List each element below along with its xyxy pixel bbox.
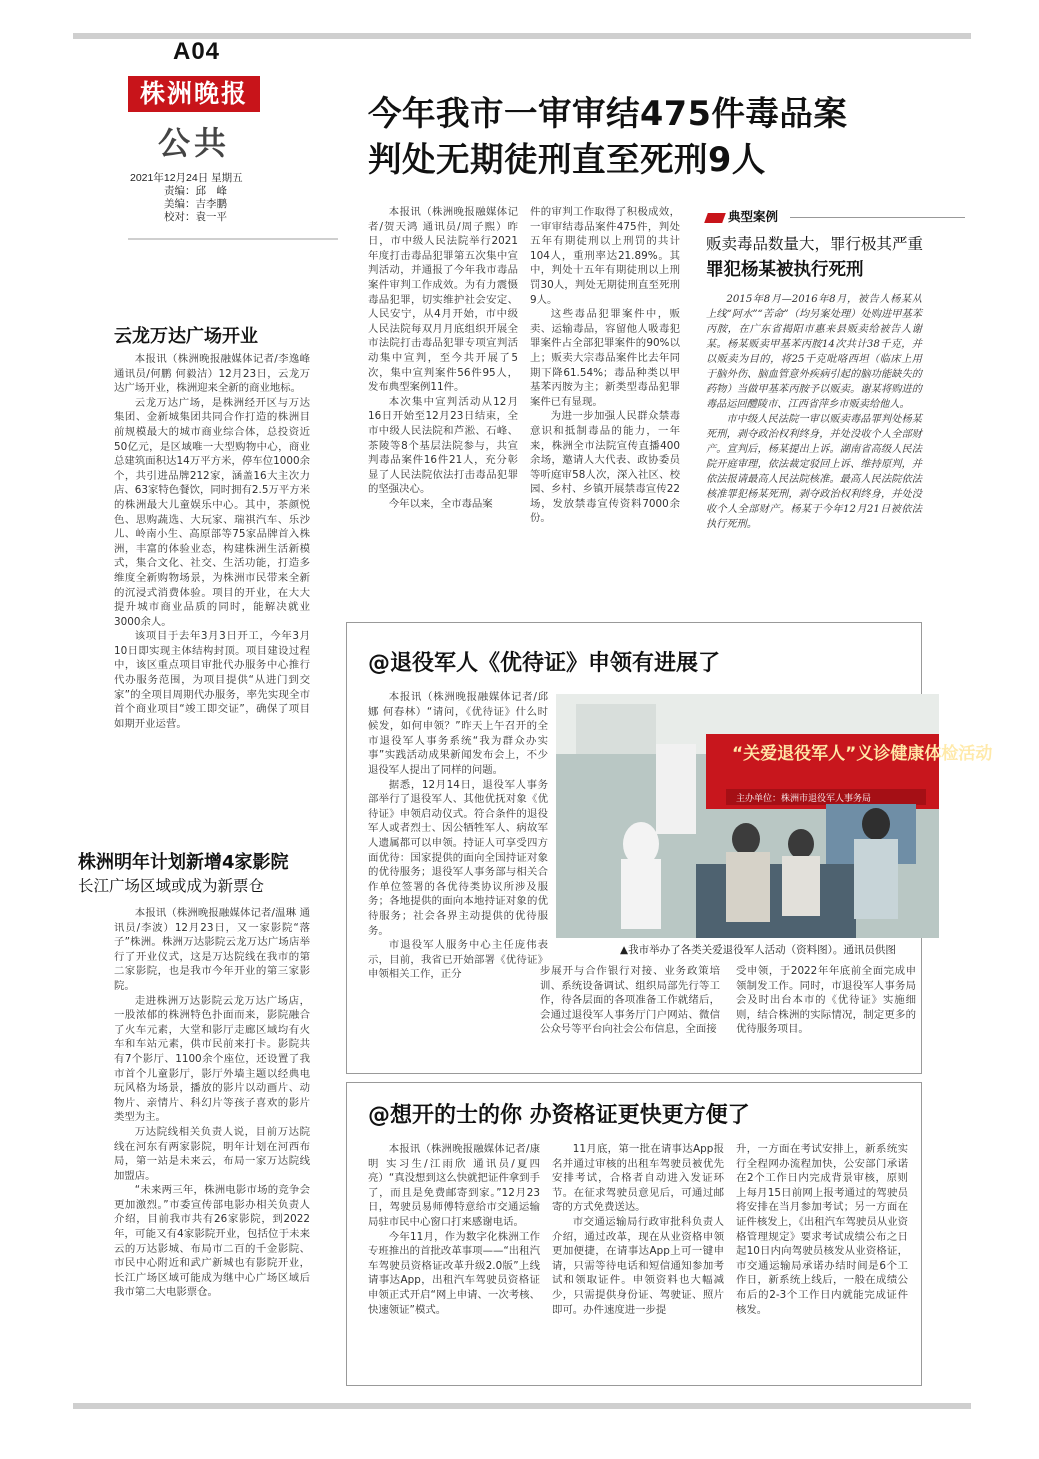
case-title: 罪犯杨某被执行死刑 (706, 260, 864, 280)
designer-credit: 美编：吉李鹏 (164, 198, 227, 210)
veterans-column-3: 受申领，于2022年年底前全面完成申领制发工作。同时，市退役军人事务局会及时出台本市的《优待证》实施细则，结合株洲的实际情况，制定更多的优待服务项目。 (736, 965, 916, 1036)
taxi-column-3: 升，一方面在考试安排上，新系统实行全程网办流程加快，公安部门承诺在2个工作日内完成背景审核，原则上每月15日前网上报考通过的驾驶员将安排在当月参加考试；另一方面在证件核发上，《出租汽车驾驶员从业资格管理规定》要求考试成绩公布之日起10日内向驾驶员核发从业资格证，市交通运输局承诺办结时间是6个工作日，新系统上线后，一般在成绩公布后的2-3个工作日内就能完成证件核发。 (736, 1143, 908, 1316)
photo-subbanner: 主办单位：株洲市退役军人事务局 (736, 794, 872, 804)
wanda-headline: 云龙万达广场开业 (114, 326, 258, 347)
taxi-headline: @想开的士的你 办资格证更快更方便了 (368, 1103, 750, 1128)
veterans-column-1: 本报讯（株洲晚报融媒体记者/邱娜 何春林）“请问，《优待证》什么时候发，如何申领？”昨天上午召开的全市退役军人事务系统“我为群众办实事”实践活动成果新闻发布会上，不少退役军人提出了同样的问题。 据悉，12月14日，退役军人事务部举行了退役军人、其他优抚对象《优待证》申领启动仪式。符合条件的退役军人或者烈士、因公牺牲军人、病故军人遗属都可以申领。持证人可享受四方面优待：国家提供的面向全国持证对象的优待服务；退役军人事务部与相关合作单位签署的各优待类协议所涉及服务；各地提供的面向本地持证对象的优待服务；社会各界主动提供的优待服务。 市退役军人服务中心主任庞伟表示，目前，我省已开始部署《优待证》申领相关工作，正分 (368, 691, 548, 981)
editor-credit: 责编：邱 峰 (164, 185, 227, 197)
case-subtitle: 贩卖毒品数量大，罪行极其严重 (706, 235, 924, 253)
cinema-body: 本报讯（株洲晚报融媒体记者/温琳 通讯员/李波）12月23日，又一家影院“落子”株洲。株洲万达影院云龙万达广场店举行了开业仪式，这是万达院线在我市的第二家影院，也是我市今年开业的第三家影院。 走进株洲万达影院云龙万达广场店，一股浓郁的株洲特色扑面而来，影院融合了火车元素，大堂和影厅走廊区域均有火车和车站元素，供市民前来打卡。影院共有7个影厅、1100余个座位，还设置了我市首个儿童影厅，影厅外墙主题以经典电玩风格为场景，播放的影片以动画片、动物片、亲情片、科幻片等孩子喜欢的影片类型为主。 万达院线相关负责人说，目前万达院线在河东有两家影院，明年计划在河西布局，第一站是未来云，布局一家万达院线加盟店。 “未来两三年，株洲电影市场的竞争会更加激烈。”市委宣传部电影办相关负责人介绍，目前我市共有26家影院，到2022年，可能又有4家影院开业，包括位于未来云的万达影城、布局市二百的千金影院、市民中心附近和武广新城也有影院开业，长江广场区域可能成为继中心广场区域后我市第二大电影票仓。 (114, 907, 310, 1299)
photo-scene (556, 694, 939, 938)
photo-banner: “关爱退役军人”义诊健康体检活动 (732, 744, 993, 764)
lead-column-1: 本报讯（株洲晚报融媒体记者/贺天鸿 通讯员/周子熙）昨日，市中级人民法院举行2021年度打击毒品犯罪第五次集中宣判活动，并通报了今年我市毒品案件审判工作成效。为有力震慑毒品犯罪，切实维护社会安定、人民安宁，从4月开始，市中级人民法院每双月月底组织开展全市法院打击毒品犯罪专项宣判活动集中宣判，至今共开展了5次，集中宣判案件56件95人，发布典型案例11件。 本次集中宣判活动从12月16日开始至12月23日结束，全市中级人民法院和芦淞、石峰、茶陵等8个基层法院参与，共宣判毒品案件16件21人，充分彰显了人民法院依法打击毒品犯罪的坚强决心。 今年以来，全市毒品案 (368, 206, 518, 510)
pen-icon (704, 213, 726, 223)
wanda-body: 本报讯（株洲晚报融媒体记者/李逸峰 通讯员/何鹏 何毅洁）12月23日，云龙万达广场开业，株洲迎来全新的商业地标。 云龙万达广场，是株洲经开区与万达集团、金新城集团共同合作打造的株洲目前规模最大的城市商业综合体，总投资近50亿元，是区域唯一大型购物中心，商业总建筑面积达14万平方米，停车位1000余个，共引进品牌212家，涵盖16大主次力店、63家特色餐饮，同时拥有2.5万平方米的株洲最大儿童娱乐中心。其中，茶颜悦色、思购蔬选、大玩家、瑞祺汽车、乐沙儿、岭南小生、高原部等75家品牌首入株洲，丰富的体验业态，构建株洲生活新模式，集合文化、社交、生活功能，打造多维度全新购物场景，为株洲市民带来全新的沉浸式消费体验。项目的开业，在大大提升城市商业品质的同时，能解决就业3000余人。 该项目于去年3月3日开工，今年3月10日即实现主体结构封顶。项目建设过程中，该区重点项目审批代办服务中心推行代办服务范围，为项目提供“从进门到交家”的全项目周期代办服务，率先实现全市首个商业项目“竣工即交证”，确保了项目如期开业运营。 (114, 353, 310, 730)
proofreader-credit: 校对：袁一平 (164, 211, 227, 223)
issue-date: 2021年12月24日 星期五 (130, 172, 243, 184)
taxi-column-1: 本报讯（株洲晚报融媒体记者/康明 实习生/江雨欣 通讯员/夏四亮）“真没想到这么快就把证件拿到手了，而且是免费邮寄到家。”12月23日，驾驶员易师傅特意给市交通运输局驻市民中心窗口打来感谢电话。 今年11月，作为数字化株洲工作专班推出的首批改革事项——“出租汽车驾驶员资格证改革升级2.0版”上线请事达App，出租汽车驾驶员资格证申领正式开启“网上申请、一次考核、快速领证”模式。 (368, 1143, 540, 1316)
lead-column-2: 件的审判工作取得了积极成效，一审审结毒品案件475件，判处五年有期徒刑以上刑罚的共计104人，重刑率达21.89%。其中，判处十五年有期徒刑以上刑罚30人，判处无期徒刑直至死刑9人。 这些毒品犯罪案件中，贩卖、运输毒品，容留他人吸毒犯罪案件占全部犯罪案件的90%以上；贩卖大宗毒品案件比去年同期下降61.54%；毒品种类以甲基苯丙胺为主；新类型毒品犯罪案件已有显现。 为进一步加强人民群众禁毒意识和抵制毒品的能力，一年来，株洲全市法院宣传直播400余场，邀请人大代表、政协委员等听庭审58人次，深入社区、校园、乡村、乡镇开展禁毒宣传22场，发放禁毒宣传资料7000余份。 (530, 206, 680, 525)
veterans-photo (556, 694, 993, 938)
page-number: A04 (173, 38, 221, 65)
veterans-headline: @退役军人《优待证》申领有进展了 (368, 651, 721, 676)
bottom-rule (73, 1403, 971, 1409)
lead-headline-line2: 判处无期徒刑直至死刑9人 (368, 140, 766, 179)
section-name: 公共 (157, 124, 230, 162)
taxi-column-2: 11月底，第一批在请事达App报名并通过审核的出租车驾驶员被优先安排考试，合格者自动进入发证环节。在征求驾驶员意见后，可通过邮寄的方式免费送达。 市交通运输局行政审批科负责人介绍，通过改革，现在从业资格申领更加便捷，在请事达App上可一键申请，只需等待电话和短信通知参加考试和领取证件。申领资料也大幅减少，只需提供身份证、驾驶证、照片即可。办件速度进一步提 (552, 1143, 724, 1316)
photo-caption: ▲我市举办了各类关爱退役军人活动（资料图）。通讯员供图 (620, 944, 896, 956)
cinema-subheadline: 长江广场区域或成为新票仓 (78, 877, 265, 895)
case-tag-rule (790, 217, 965, 218)
typical-case-tag: 典型案例 (706, 207, 778, 225)
paper-logo: 株洲晚报 (128, 76, 260, 112)
cinema-headline: 株洲明年计划新增4家影院 (78, 852, 289, 873)
masthead-rule (128, 238, 338, 240)
lead-headline-line1: 今年我市一审审结475件毒品案 (368, 94, 848, 133)
case-body: 2015年8月—2016年8月，被告人杨某从上线“阿水”“苦命”（均另案处理）处购进甲基苯丙胺，在广东省揭阳市惠来县贩卖给被告人谢某。杨某贩卖甲基苯丙胺14次共计38千克，并以贩卖为目的，将25千克吡咯西坦（临床上用于脑外伤、脑血管意外疾病引起的脑功能缺失的药物）当做甲基苯丙胺予以贩卖。谢某将购进的毒品运回醴陵市、江西省萍乡市贩卖给他人。 市中级人民法院一审以贩卖毒品罪判处杨某死刑，剥夺政治权利终身，并处没收个人全部财产。宣判后，杨某提出上诉。湖南省高级人民法院开庭审理，依法裁定驳回上诉、维持原判，并依法报请最高人民法院核准。最高人民法院依法核准罪犯杨某死刑，剥夺政治权利终身，并处没收个人全部财产。杨某于今年12月21日被依法执行死刑。 (706, 294, 922, 530)
veterans-column-2: 步展开与合作银行对接、业务政策培训、系统设备调试、组织局部先行等工作，待各层面的各项准备工作就绪后，会通过退役军人事务厅门户网站、微信公众号等平台向社会公布信息，全面接 (540, 965, 720, 1036)
